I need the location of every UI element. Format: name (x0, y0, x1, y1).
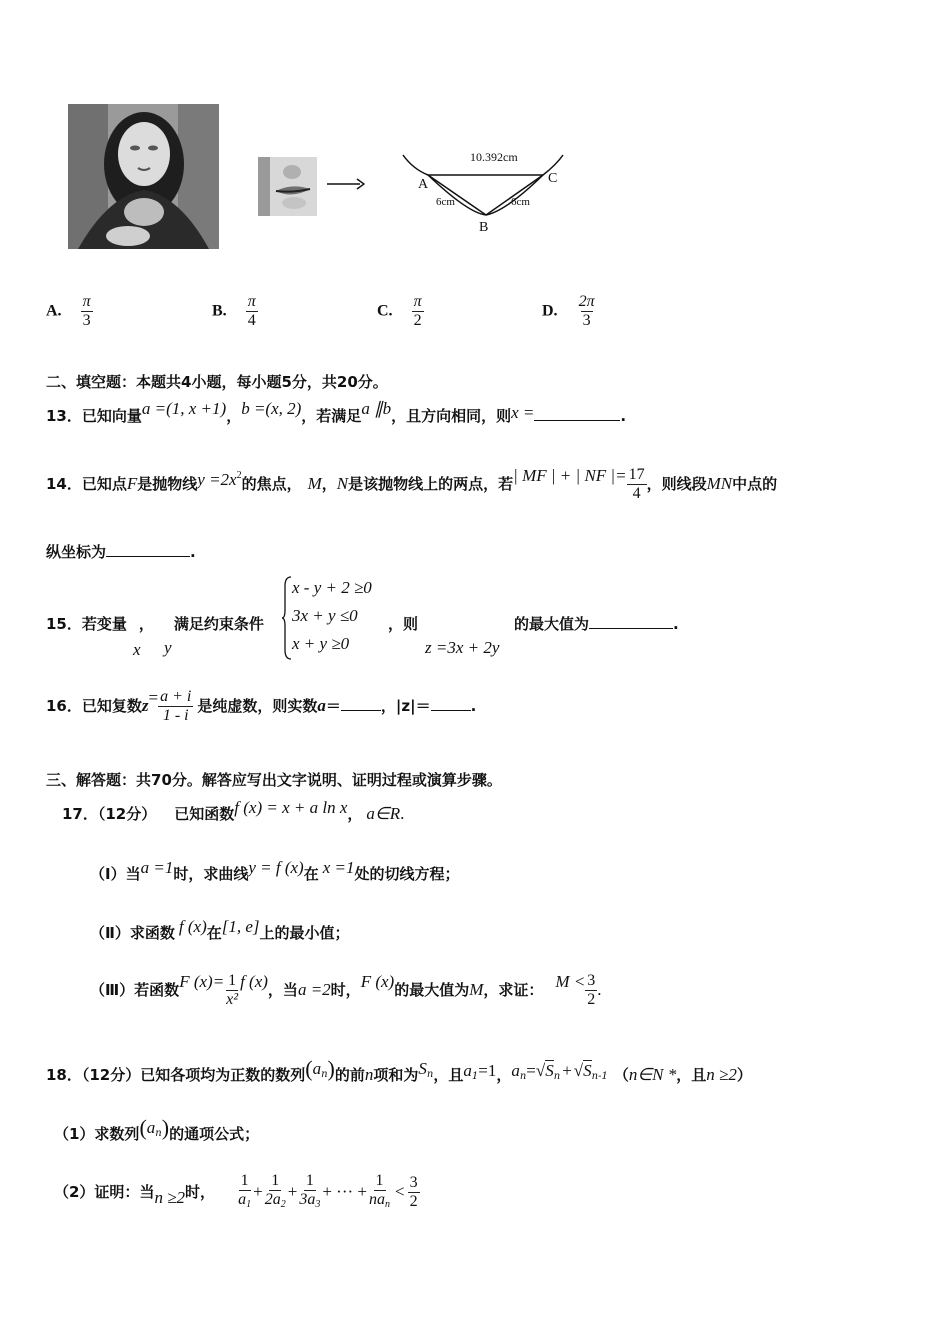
option-c: C. $\frac{\pi}{2}$ (377, 293, 422, 329)
mona-lisa-image (68, 104, 219, 249)
label-left: 6cm (436, 196, 455, 208)
question-13: 13．已知向量a =(1, x +1)，b =(x, 2)，若满足a ∥b，且方向相同，则x = . (46, 399, 627, 425)
objective-z: z =3x + 2y (425, 638, 500, 657)
question-14: 14．已知点F是抛物线$y =2x^2$的焦点， M，N是该抛物线上的两点，若| MF | + | NF |= $\frac{17}{4}$ ，则线段MN中点的 (46, 466, 778, 502)
section-2-heading: 二、填空题：本题共4小题，每小题5分，共20分。 (46, 373, 388, 391)
q15-tail: 的最大值为 . (514, 615, 679, 633)
question-17-part-3: （Ⅲ）若函数F (x)= $\frac{1}{\text{x²}}$ f (x)，当a =2时，F (x)的最大值为M，求证： M < $\frac{3}{2}$ . (90, 972, 602, 1008)
question-17-part-2: （Ⅱ）求函数 f (x)在[1, e]上的最小值； (90, 917, 350, 942)
question-17: 17．（12分） 已知函数f (x) = x + a ln x， a∈R. (62, 798, 405, 823)
var-y: y (164, 638, 172, 657)
question-17-part-1: （Ⅰ）当a =1时，求曲线y = f (x)在 x =1处的切线方程； (90, 858, 460, 883)
label-b: B (479, 220, 489, 235)
label-c: C (548, 171, 558, 186)
question-15: 15．若变量 ， 满足约束条件 (46, 615, 264, 633)
question-14-line-2: 纵坐标为 . (46, 543, 196, 561)
label-top: 10.392cm (470, 150, 518, 164)
option-a: A. $\frac{\pi}{3}$ (46, 293, 91, 329)
constraint-brace (282, 576, 292, 664)
question-18-part-1: （1）求数列$(a_n)$的通项公式； (54, 1115, 260, 1143)
var-x: x (133, 640, 141, 659)
question-18: 18．（12分）已知各项均为正数的数列$(a_n)$的前n项和为$S_n$，且$a_1=1$，$a_n=√S_n + √S_{n-1}$ （n∈N *，且n ≥2） (46, 1056, 752, 1084)
question-16: 16．已知复数z= $\frac{a + i}{1 - i}$ 是纯虚数，则实数a＝ ，|z|＝ . (46, 688, 477, 724)
constraint-lines: x - y + 2 ≥0 3x + y ≤0 x + y ≥0 (292, 578, 372, 653)
section-3-heading: 三、解答题：共70分。解答应写出文字说明、证明过程或演算步骤。 (46, 771, 502, 789)
triangle-diagram (398, 145, 568, 240)
label-right: 6cm (511, 196, 530, 208)
q15-then: ，则 (388, 615, 419, 633)
label-a: A (418, 177, 429, 192)
option-b: B. $\frac{\pi}{4}$ (212, 293, 256, 329)
question-18-part-2: （2）证明：当n ≥2时， $\frac{1}{a_1}$ + $\frac{1}{2a_2}$ + $\frac{1}{3a_3}$ + ··· + $\frac{1}{na_n}$ < $\frac{3}{2}$ (54, 1171, 418, 1210)
arrow-right-icon (327, 176, 365, 195)
mouth-closeup-image (258, 157, 317, 216)
option-d: D. $\frac{2\pi}{3}$ (542, 293, 595, 329)
